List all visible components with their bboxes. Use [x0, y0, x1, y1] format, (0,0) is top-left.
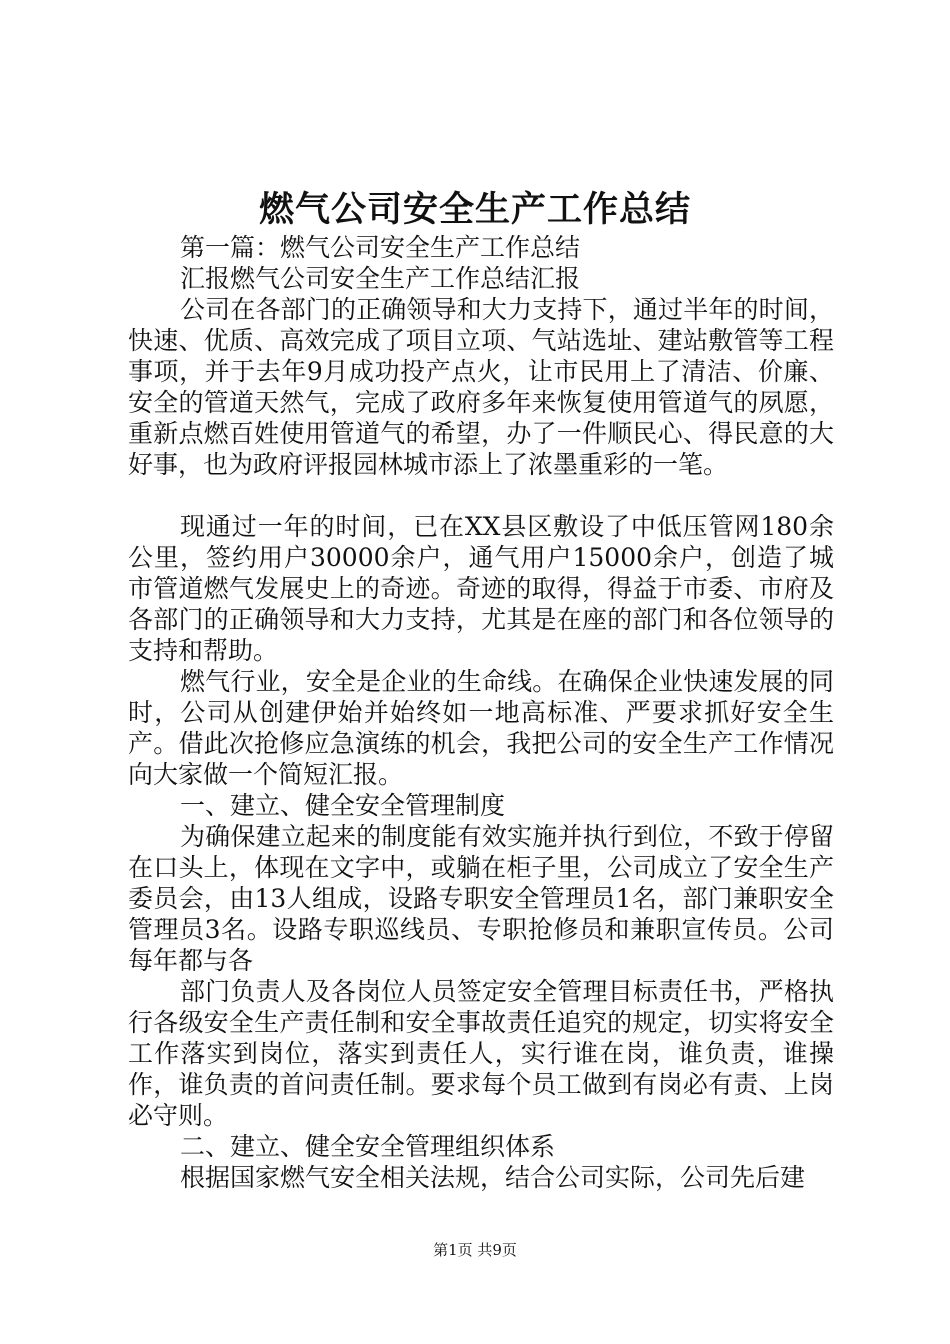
- page-footer: 第1页 共9页: [433, 1241, 517, 1259]
- paragraph-regulations-basis: 根据国家燃气安全相关法规，结合公司实际，公司先后建: [180, 1163, 806, 1192]
- section-heading-regulations: 一、建立、健全安全管理制度: [180, 791, 506, 820]
- paragraph-achievements: 现通过一年的时间，已在XX县区敷设了中低压管网180余公里，签约用户30000余户，通气用户15000余户，创造了城市管道燃气发展史上的奇迹。奇迹的取得，得益于市委、市府及各部门的正确领导和大力支持，尤其是在座的部门和各位领导的支持和帮助。: [128, 512, 834, 665]
- section-heading-1: 第一篇：燃气公司安全生产工作总结: [180, 233, 581, 262]
- paragraph-safety-committee: 为确保建立起来的制度能有效实施并执行到位，不致于停留在口头上，体现在文字中，或躺在柜子里，公司成立了安全生产委员会，由13人组成，设路专职安全管理员1名，部门兼职安全管理员3名。设路专职巡线员、专职抢修员和兼职宣传员。公司每年都与各: [128, 822, 834, 975]
- paragraph-responsibility: 部门负责人及各岗位人员签定安全管理目标责任书，严格执行各级安全生产责任制和安全事故责任追究的规定，切实将安全工作落实到岗位，落实到责任人，实行谁在岗，谁负责，谁操作，谁负责的首问责任制。要求每个员工做到有岗必有责、上岗必守则。: [128, 977, 834, 1130]
- document-body: [128, 232, 834, 1193]
- paragraph-intro: 公司在各部门的正确领导和大力支持下，通过半年的时间，快速、优质、高效完成了项目立项、气站选址、建站敷管等工程事项，并于去年9月成功投产点火，让市民用上了清洁、价廉、安全的管道天然气，完成了政府多年来恢复使用管道气的夙愿，重新点燃百姓使用管道气的希望，办了一件顺民心、得民意的大好事，也为政府评报园林城市添上了浓墨重彩的一笔。: [128, 295, 834, 479]
- report-subtitle: 汇报燃气公司安全生产工作总结汇报: [180, 264, 581, 293]
- paragraph-safety-lifeline: 燃气行业，安全是企业的生命线。在确保企业快速发展的同时，公司从创建伊始并始终如一地高标准、严要求抓好安全生产。借此次抢修应急演练的机会，我把公司的安全生产工作情况向大家做一个简短汇报。: [128, 667, 834, 789]
- document-title: 燃气公司安全生产工作总结: [258, 189, 691, 230]
- section-heading-organization: 二、建立、健全安全管理组织体系: [180, 1132, 556, 1161]
